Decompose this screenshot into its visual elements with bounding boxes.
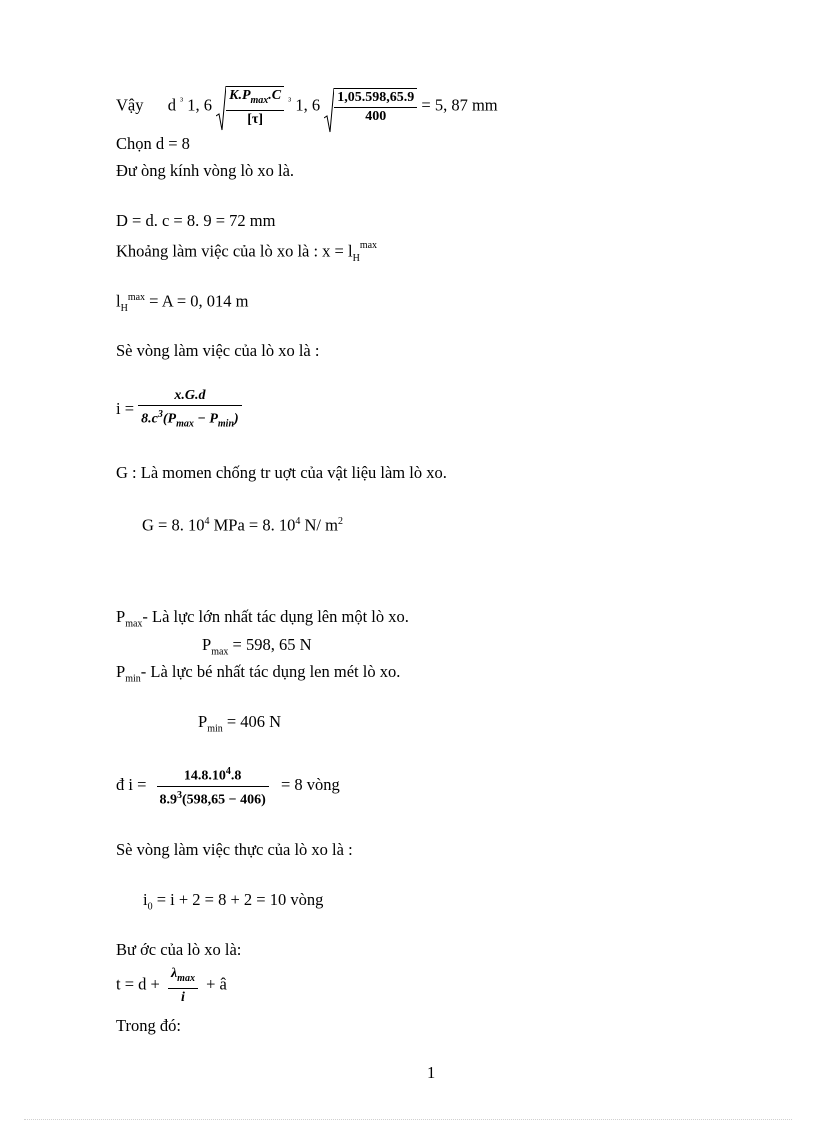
page-bottom-rule <box>24 1119 792 1120</box>
pmin-sub: min <box>125 673 141 685</box>
vay-symbol-1: ³ <box>180 96 184 108</box>
frac-den: [τ] <box>247 111 264 127</box>
G-equation <box>142 512 343 536</box>
vay-coef-2: 1, 6 <box>295 95 321 115</box>
pmin-p: P <box>116 662 126 681</box>
G-sup1: 4 <box>204 516 210 527</box>
di-den-b: (598,65 − 406) <box>182 792 266 808</box>
khoang-lam-viec <box>116 238 377 269</box>
pmax-val-p: P <box>202 635 212 654</box>
sqrt-1 <box>216 86 284 128</box>
pmax-value <box>202 635 312 662</box>
di-num-b: .8 <box>230 768 242 784</box>
frac-num: K.P <box>229 88 251 103</box>
i-den-sup: 3 <box>157 409 163 420</box>
G-b: MPa = 8. 10 <box>209 515 296 535</box>
lh-sup: max <box>127 292 146 303</box>
fraction-t <box>168 966 198 1006</box>
G-sup3: 2 <box>337 516 343 527</box>
i-den-c: − P <box>193 411 218 427</box>
vay-result: = 5, 87 mm <box>421 95 498 115</box>
pmax-desc: - Là lực lớn nhất tác dụng lên một lò xo. <box>142 607 409 626</box>
so-vong-thuc: Sè vòng làm việc thực của lò xo là : <box>116 840 353 859</box>
i-den-b: (P <box>162 411 177 427</box>
i-den-sub1: max <box>176 418 194 430</box>
page-number: 1 <box>427 1063 436 1082</box>
di-den <box>157 787 269 809</box>
khoang-sub: H <box>352 252 360 264</box>
t-den: i <box>181 989 185 1005</box>
di-num-a: 14.8.10 <box>183 768 226 784</box>
frac-num-tail: .C <box>268 88 282 103</box>
i0-b: = i + 2 = 8 + 2 = 10 vòng <box>152 890 324 909</box>
di-result: = 8 vòng <box>280 774 340 794</box>
pmin-value <box>198 712 281 739</box>
fraction-numeric <box>334 90 417 125</box>
pmax-p: P <box>116 607 126 626</box>
i0-a: i <box>143 890 148 909</box>
lh-equation <box>116 288 248 319</box>
lh-l: l <box>116 291 121 311</box>
pmin-desc: - Là lực bé nhất tác dụng len mét lò xo. <box>140 662 401 681</box>
fraction-i <box>138 388 242 432</box>
frac2-den: 400 <box>365 109 387 125</box>
i-den-sub2: min <box>217 418 235 430</box>
di-formula <box>116 764 340 808</box>
t-b: + â <box>206 974 227 994</box>
t-num <box>168 966 198 989</box>
sqrt-sign-icon <box>216 86 226 132</box>
pmax-val: = 598, 65 N <box>228 635 312 654</box>
t-num-sub: max <box>177 972 195 984</box>
pmin-val: = 406 N <box>222 712 282 731</box>
G-c: N/ m <box>300 515 338 535</box>
di-num <box>157 764 269 787</box>
t-formula <box>116 966 227 1006</box>
i-num: x.G.d <box>138 388 242 406</box>
lh-sub: H <box>120 302 128 314</box>
pmin-description <box>116 662 400 689</box>
i-formula <box>116 388 242 432</box>
t-a: t = d + <box>116 974 160 994</box>
pmax-val-sub: max <box>211 646 229 658</box>
frac2-num: 1,05.598,65.9 <box>334 90 417 108</box>
pmin-val-p: P <box>198 712 208 731</box>
di-den-sup: 3 <box>177 789 183 801</box>
sqrt-sign-icon <box>324 88 334 134</box>
frac-num-sub: max <box>250 94 269 106</box>
pmin-val-sub: min <box>207 723 223 735</box>
khoang-sup: max <box>359 240 378 251</box>
t-num-lambda: λ <box>170 966 178 981</box>
sqrt-2 <box>324 88 417 125</box>
i0-sub: 0 <box>147 901 153 913</box>
buoc-lo-xo: Bư ớc của lò xo là: <box>116 940 242 959</box>
vay-label: Vậy <box>116 95 144 115</box>
trong-do: Trong đó: <box>116 1016 181 1035</box>
khoang-text: Khoảng làm việc của lò xo là : x = l <box>116 241 353 261</box>
pmax-description <box>116 607 409 634</box>
fraction-di <box>157 764 269 808</box>
i-den-a: 8.c <box>141 411 158 427</box>
i0-equation <box>143 890 323 917</box>
G-sup2: 4 <box>295 516 301 527</box>
di-label: đ i = <box>116 774 147 794</box>
fraction-kpc <box>226 88 284 128</box>
chon-d: Chọn d = 8 <box>116 134 190 153</box>
di-den-a: 8.9 <box>159 792 178 808</box>
vay-d: d <box>167 95 176 115</box>
so-vong-lam-viec: Sè vòng làm việc của lò xo là : <box>116 341 320 360</box>
vay-symbol-2: ³ <box>288 96 292 108</box>
di-num-sup: 4 <box>225 766 231 777</box>
i-eq-label: i = <box>116 399 135 419</box>
D-equation: D = d. c = 8. 9 = 72 mm <box>116 211 276 230</box>
G-a: G = 8. 10 <box>142 515 205 535</box>
duong-kinh: Đư òng kính vòng lò xo là. <box>116 161 295 180</box>
lh-value: = A = 0, 014 m <box>145 291 249 311</box>
vay-formula <box>116 86 498 128</box>
i-den-d: ) <box>234 411 239 427</box>
i-den <box>138 406 242 432</box>
vay-coef-1: 1, 6 <box>187 95 212 115</box>
G-description: G : Là momen chống tr uợt của vật liệu làm lò xo. <box>116 463 447 482</box>
pmax-sub: max <box>125 618 143 630</box>
